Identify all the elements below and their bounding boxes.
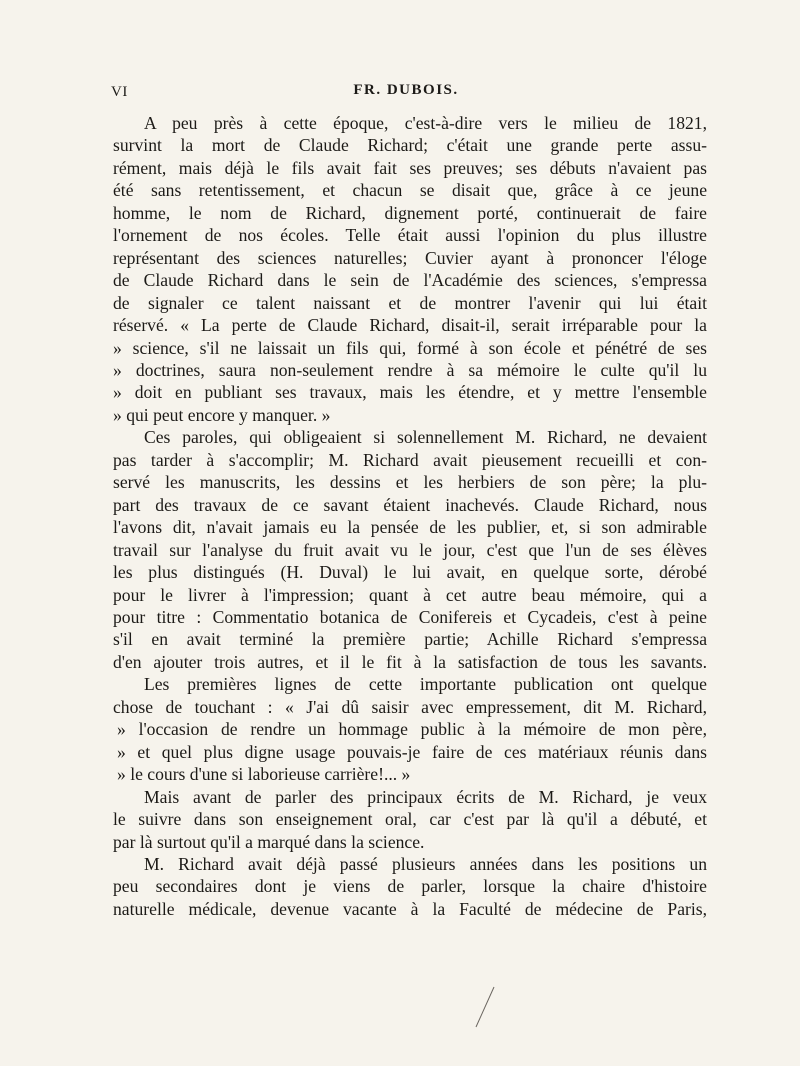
- text-line: de Claude Richard dans le sein de l'Académie des sciences, s'empressa: [113, 270, 707, 291]
- text-line: » doit en publiant ses travaux, mais les étendre, et y mettre l'ensemble: [113, 382, 707, 403]
- text-line: les plus distingués (H. Duval) le lui avait, en quelque sorte, dérobé: [113, 562, 707, 583]
- text-line: par là surtout qu'il a marqué dans la science.: [113, 831, 425, 852]
- text-line: travail sur l'analyse du fruit avait vu le jour, c'est que l'un de ses élèves: [113, 539, 707, 560]
- text-line: pour le livrer à l'impression; quant à cet autre beau mémoire, qui a: [113, 584, 707, 605]
- text-line: survint la mort de Claude Richard; c'était une grande perte assu-: [113, 135, 707, 156]
- text-line: » doctrines, saura non-seulement rendre à sa mémoire le culte qu'il lu: [113, 359, 707, 380]
- text-line: » science, s'il ne laissait un fils qui, formé à son école et pénétré de ses: [113, 337, 707, 358]
- text-line: servé les manuscrits, les dessins et les herbiers de son père; la plu-: [113, 472, 707, 493]
- text-line: représentant des sciences naturelles; Cuvier ayant à prononcer l'éloge: [113, 247, 707, 268]
- text-line: le suivre dans son enseignement oral, car c'est par là qu'il a débuté, et: [113, 809, 707, 830]
- text-line: » le cours d'une si laborieuse carrière!... »: [117, 764, 411, 785]
- text-line: chose de touchant : « J'ai dû saisir avec empressement, dit M. Richard,: [113, 696, 707, 717]
- text-line: peu secondaires dont je viens de parler, lorsque la chaire d'histoire: [113, 876, 707, 897]
- text-line: l'avons dit, n'avait jamais eu la pensée de les publier, et, si son admirable: [113, 517, 707, 538]
- pencil-mark: [470, 985, 500, 1030]
- text-line: M. Richard avait déjà passé plusieurs années dans les positions un: [144, 853, 707, 874]
- running-head: [111, 80, 701, 106]
- text-line: de signaler ce talent naissant et de montrer l'avenir qui lui était: [113, 292, 707, 313]
- text-line: été sans retentissement, et chacun se disait que, grâce à ce jeune: [113, 180, 707, 201]
- text-line: naturelle médicale, devenue vacante à la Faculté de médecine de Paris,: [113, 898, 707, 919]
- text-line: A peu près à cette époque, c'est-à-dire vers le milieu de 1821,: [144, 113, 707, 133]
- body-text: [113, 112, 707, 920]
- text-line: » et quel plus digne usage pouvais-je faire de ces matériaux réunis dans: [117, 741, 707, 762]
- text-line: homme, le nom de Richard, dignement porté, continuerait de faire: [113, 202, 707, 223]
- text-line: » qui peut encore y manquer. »: [113, 404, 331, 425]
- text-line: Ces paroles, qui obligeaient si solennellement M. Richard, ne devaient: [144, 427, 707, 448]
- text-line: rément, mais déjà le fils avait fait ses preuves; ses débuts n'avaient pas: [113, 157, 707, 178]
- text-line: Les premières lignes de cette importante publication ont quelque: [144, 674, 707, 695]
- text-line: pas tarder à s'accomplir; M. Richard avait pieusement recueilli et con-: [113, 449, 707, 470]
- running-head-title: FR. DUBOIS.: [353, 82, 459, 98]
- text-line: » l'occasion de rendre un hommage public à la mémoire de mon père,: [117, 719, 707, 740]
- text-line: réservé. « La perte de Claude Richard, disait-il, serait irréparable pour la: [113, 315, 707, 336]
- text-line: Mais avant de parler des principaux écrits de M. Richard, je veux: [144, 786, 707, 807]
- text-line: s'il en avait terminé la première partie; Achille Richard s'empressa: [113, 629, 707, 650]
- page-number: VI: [111, 84, 128, 100]
- text-line: pour titre : Commentatio botanica de Conifereis et Cycadeis, c'est à peine: [113, 606, 707, 627]
- text-line: part des travaux de ce savant étaient inachevés. Claude Richard, nous: [113, 494, 707, 515]
- text-line: d'en ajouter trois autres, et il le fit à la satisfaction de tous les savants.: [113, 651, 707, 672]
- text-line: l'ornement de nos écoles. Telle était aussi l'opinion du plus illustre: [113, 225, 707, 246]
